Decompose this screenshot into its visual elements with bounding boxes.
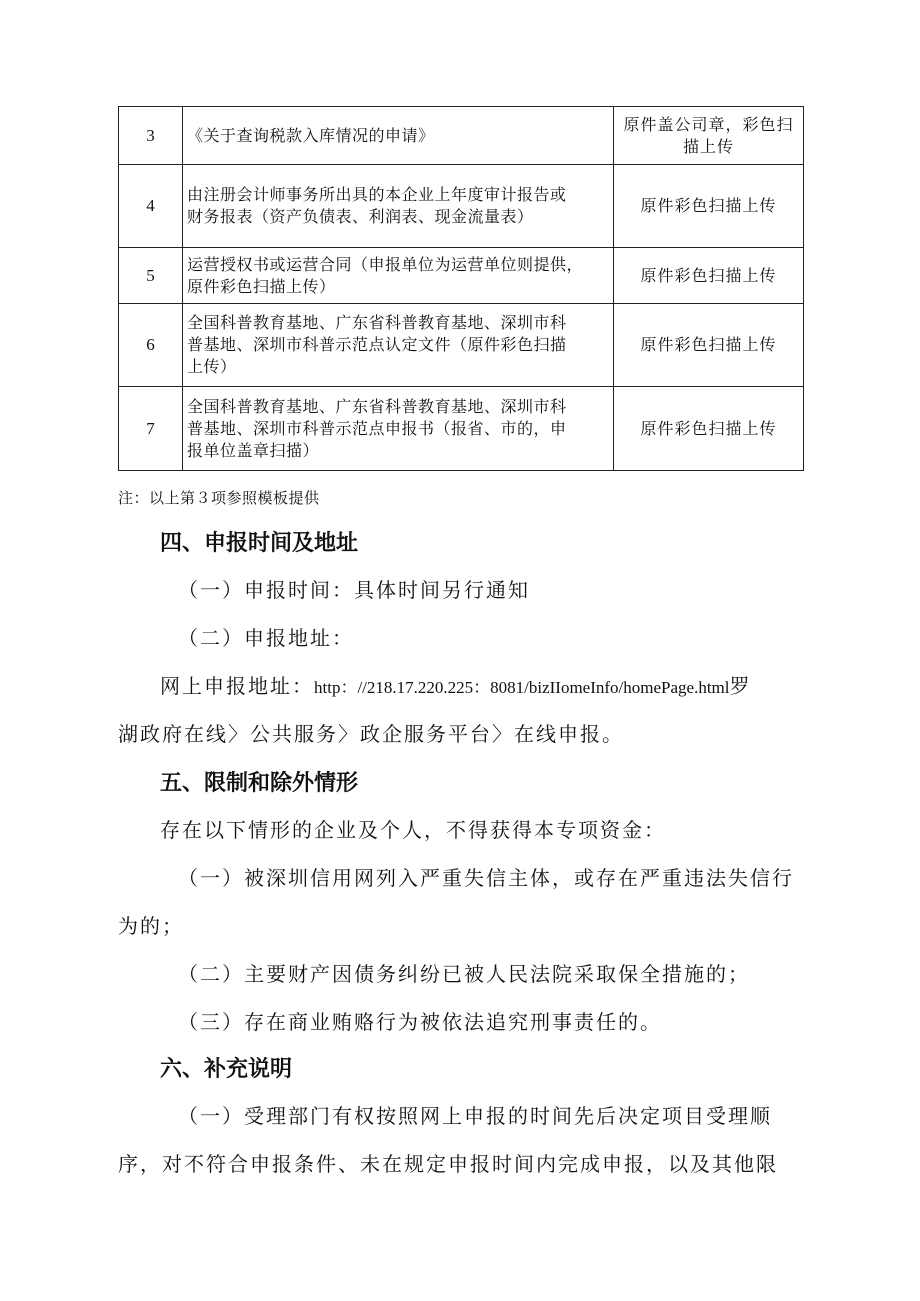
supplement-item-1: （一）受理部门有权按照网上申报的时间先后决定项目受理顺: [178, 1104, 772, 1128]
row-number: 4: [119, 165, 183, 248]
material-requirement: 原件彩色扫描上传: [614, 165, 804, 248]
material-name: 全国科普教育基地、广东省科普教育基地、深圳市科 普基地、深圳市科普示范点申报书（报省、市的，申 报单位盖章扫描）: [183, 387, 614, 471]
row-number: 3: [119, 107, 183, 165]
restriction-item-3: （三）存在商业贿赂行为被依法追究刑事责任的。: [178, 1010, 662, 1034]
restriction-item-1: （一）被深圳信用网列入严重失信主体，或存在严重违法失信行: [178, 866, 794, 890]
section-heading-6: 六、补充说明: [160, 1057, 293, 1082]
table-row: [119, 248, 804, 304]
restriction-item-2: （二）主要财产因债务纠纷已被人民法院采取保全措施的；: [178, 962, 750, 986]
material-requirement: 原件盖公司章，彩色扫 描上传: [614, 107, 804, 165]
table-note: 注：以上第３项参照模板提供: [118, 489, 320, 507]
online-path: 湖政府在线〉公共服务〉政企服务平台〉在线申报。: [118, 722, 624, 746]
material-name: 《关于查询税款入库情况的申请》: [183, 107, 614, 165]
row-number: 7: [119, 387, 183, 471]
supplement-item-1-cont: 序，对不符合申报条件、未在规定申报时间内完成申报，以及其他限: [118, 1152, 778, 1176]
application-url: http：//218.17.220.225：8081/bizIIomeInfo/homePage.html: [314, 678, 730, 697]
restriction-item-1-cont: 为的；: [118, 914, 184, 938]
material-name: 全国科普教育基地、广东省科普教育基地、深圳市科 普基地、深圳市科普示范点认定文件（原件彩色扫描 上传）: [183, 304, 614, 387]
material-name: 运营授权书或运营合同（申报单位为运营单位则提供， 原件彩色扫描上传）: [183, 248, 614, 304]
restriction-intro: 存在以下情形的企业及个人，不得获得本专项资金：: [160, 818, 666, 842]
application-address-label: （二）申报地址：: [178, 626, 354, 650]
application-time: （一）申报时间：具体时间另行通知: [178, 578, 530, 602]
material-requirement: 原件彩色扫描上传: [614, 304, 804, 387]
online-address-line: 网上申报地址：http：//218.17.220.225：8081/bizIIomeInfo/homePage.html罗: [160, 674, 752, 698]
table-row: [119, 107, 804, 165]
material-name: 由注册会计师事务所出具的本企业上年度审计报告或 财务报表（资产负债表、利润表、现金流量表）: [183, 165, 614, 248]
row-number: 6: [119, 304, 183, 387]
materials-table: [118, 106, 804, 471]
section-heading-5: 五、限制和除外情形: [160, 771, 359, 796]
table-row: [119, 165, 804, 248]
material-requirement: 原件彩色扫描上传: [614, 248, 804, 304]
table-row: [119, 304, 804, 387]
row-number: 5: [119, 248, 183, 304]
section-heading-4: 四、申报时间及地址: [160, 531, 359, 556]
table-row: [119, 387, 804, 471]
material-requirement: 原件彩色扫描上传: [614, 387, 804, 471]
